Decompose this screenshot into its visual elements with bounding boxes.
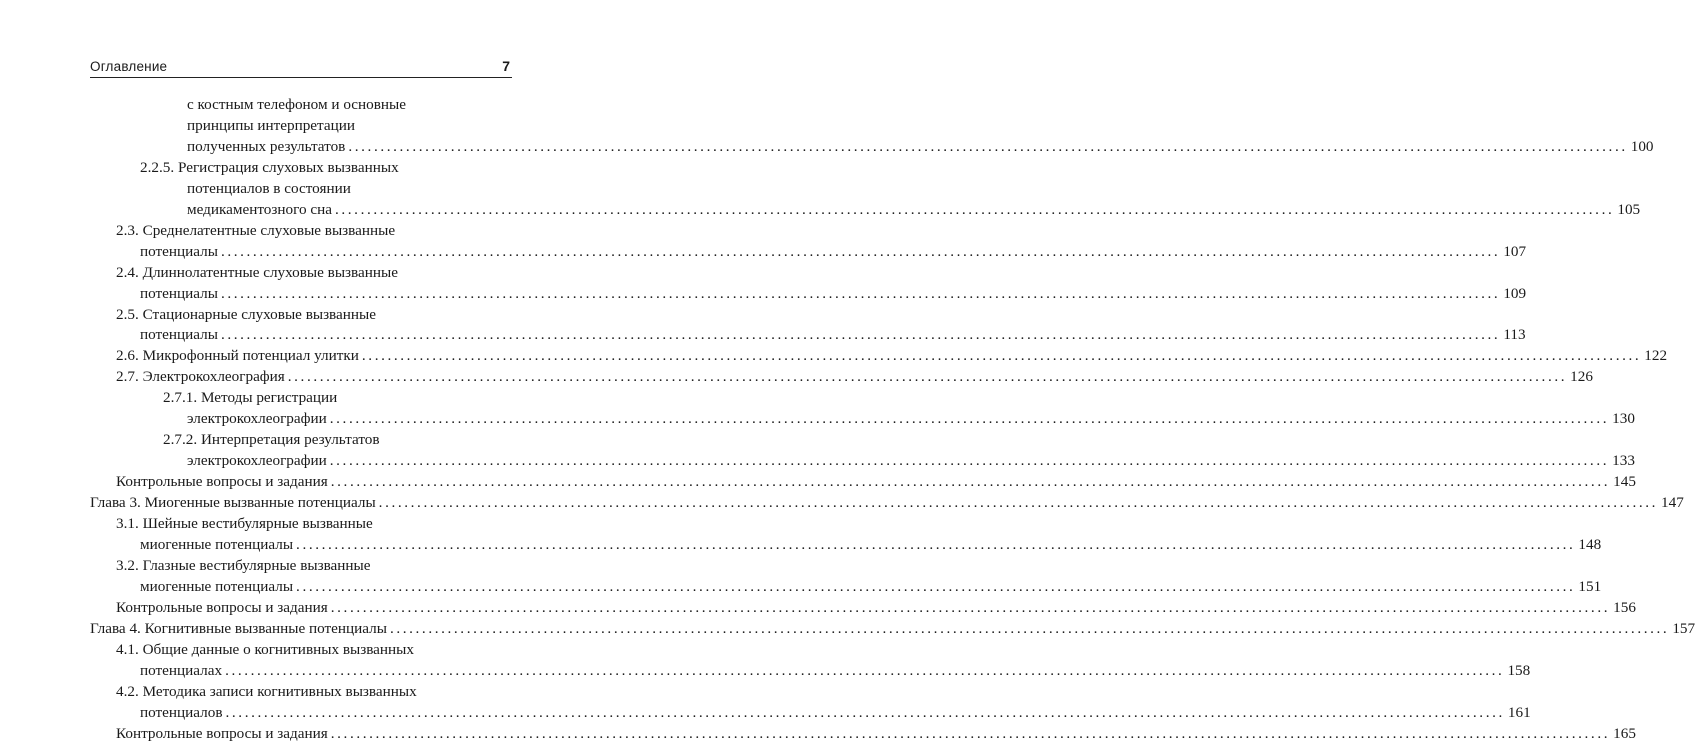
toc-entry-title: электрокохлеографии	[187, 452, 327, 470]
dot-leader: ........................................................................................................................................................................................................	[330, 598, 1611, 616]
running-header	[90, 59, 512, 78]
toc-entry	[116, 556, 371, 576]
toc-entry	[116, 472, 1636, 492]
toc-entry-title: Контрольные вопросы и задания	[116, 473, 328, 491]
toc-entry-title: 2.4. Длиннолатентные слуховые вызванные	[116, 263, 398, 281]
header-title: Оглавление	[90, 59, 168, 74]
toc-entry-title: 2.6. Микрофонный потенциал улитки	[116, 347, 359, 365]
toc-entry	[116, 367, 1593, 387]
toc-entry	[187, 116, 355, 136]
toc-entry	[187, 451, 1635, 471]
dot-leader: ........................................................................................................................................................................................................	[361, 347, 1642, 365]
toc-entry-title: 2.7. Электрокохлеография	[116, 368, 285, 386]
toc-entry-page: 158	[1507, 661, 1531, 679]
dot-leader: ........................................................................................................................................................................................................	[389, 619, 1670, 637]
toc-entry	[140, 325, 1526, 345]
toc-entry	[187, 179, 351, 199]
dot-leader: ........................................................................................................................................................................................................	[330, 724, 1611, 742]
toc-entry	[116, 263, 398, 283]
dot-leader: ........................................................................................................................................................................................................	[330, 473, 1611, 491]
toc-entry	[140, 661, 1531, 681]
toc-entry-page: 151	[1578, 577, 1602, 595]
page-number: 7	[502, 58, 510, 74]
toc-entry-title: с костным телефоном и основные	[187, 96, 406, 113]
toc-entry-page: 165	[1613, 724, 1636, 742]
toc-entry-page: 122	[1644, 347, 1668, 365]
toc-entry	[116, 682, 417, 702]
toc-entry	[140, 242, 1527, 262]
toc-entry-title: потенциалов	[140, 703, 223, 721]
toc-entry	[187, 95, 406, 115]
toc-entry-page: 156	[1613, 598, 1636, 616]
toc-entry-title: полученных результатов	[187, 137, 346, 155]
toc-entry-title: Контрольные вопросы и задания	[116, 724, 328, 742]
toc-entry-title: 2.2.5. Регистрация слуховых вызванных	[140, 158, 399, 176]
toc-entry-page: 147	[1661, 494, 1684, 512]
toc-entry-page: 130	[1612, 410, 1635, 428]
toc-entry-title: 2.7.1. Методы регистрации	[163, 389, 338, 407]
toc-entry-title: 4.1. Общие данные о когнитивных вызванных	[116, 640, 414, 658]
toc-entry-title: 4.2. Методика записи когнитивных вызванных	[116, 682, 417, 700]
dot-leader: ........................................................................................................................................................................................................	[225, 703, 1505, 721]
toc-entry-title: 3.2. Глазные вестибулярные вызванные	[116, 556, 371, 574]
toc-entry	[140, 703, 1531, 723]
dot-leader: ........................................................................................................................................................................................................	[329, 452, 1610, 470]
toc-entry-page: 157	[1672, 619, 1695, 637]
toc-entry	[163, 388, 337, 408]
toc-entry	[163, 430, 380, 450]
toc-entry	[140, 535, 1602, 555]
toc-entry	[187, 200, 1641, 220]
toc-entry-page: 109	[1503, 284, 1527, 302]
toc-entry-page: 100	[1630, 137, 1654, 155]
toc-entry-title: потенциалах	[140, 661, 223, 679]
toc-entry	[116, 724, 1636, 744]
toc-entry-page: 113	[1503, 326, 1526, 344]
toc-entry-title: 3.1. Шейные вестибулярные вызванные	[116, 515, 373, 532]
toc-entry-page: 145	[1613, 473, 1636, 491]
dot-leader: ........................................................................................................................................................................................................	[348, 137, 1628, 155]
toc-entry-page: 133	[1612, 452, 1635, 470]
dot-leader: ........................................................................................................................................................................................................	[220, 326, 1501, 344]
toc-entry-title: Глава 3. Миогенные вызванные потенциалы	[90, 494, 376, 512]
toc-entry	[90, 493, 1684, 513]
dot-leader: ........................................................................................................................................................................................................	[296, 577, 1576, 595]
toc-entry-title: 2.3. Среднелатентные слуховые вызванные	[116, 221, 396, 239]
toc-entry-title: электрокохлеографии	[187, 410, 327, 428]
toc-entry-title: принципы интерпретации	[187, 116, 355, 134]
toc-entry	[116, 305, 376, 325]
toc-entry-page: 107	[1503, 242, 1527, 260]
toc-entry	[187, 137, 1654, 157]
toc-entry	[116, 640, 414, 660]
toc-entry-title: 2.7.2. Интерпретация результатов	[163, 431, 380, 449]
toc-entry	[90, 619, 1695, 639]
toc-entry-title: потенциалов в состоянии	[187, 179, 351, 197]
toc-entry-title: потенциалы	[140, 284, 218, 302]
toc-entry	[116, 598, 1636, 618]
toc-entry-title: 2.5. Стационарные слуховые вызванные	[116, 305, 376, 323]
toc-entry	[116, 514, 373, 534]
toc-entry-page: 105	[1617, 200, 1641, 218]
toc-entry	[140, 577, 1602, 597]
toc-entry-page: 148	[1578, 535, 1602, 553]
toc-entry	[116, 221, 395, 241]
toc-entry-title: медикаментозного сна	[187, 200, 332, 218]
toc-entry-title: потенциалы	[140, 242, 218, 260]
dot-leader: ........................................................................................................................................................................................................	[220, 242, 1501, 260]
dot-leader: ........................................................................................................................................................................................................	[220, 284, 1501, 302]
toc-entry-title: потенциалы	[140, 326, 218, 344]
dot-leader: ........................................................................................................................................................................................................	[296, 535, 1576, 553]
toc-entry	[140, 158, 399, 178]
toc-entry-title: миогенные потенциалы	[140, 577, 294, 595]
toc-entry	[116, 346, 1668, 366]
dot-leader: ........................................................................................................................................................................................................	[334, 200, 1615, 218]
dot-leader: ........................................................................................................................................................................................................	[287, 368, 1568, 386]
dot-leader: ........................................................................................................................................................................................................	[378, 494, 1659, 512]
toc-entry	[140, 284, 1527, 304]
toc-entry-title: Глава 4. Когнитивные вызванные потенциалы	[90, 619, 387, 637]
toc-entry-title: Контрольные вопросы и задания	[116, 598, 328, 616]
toc-entry-page: 161	[1507, 703, 1531, 721]
dot-leader: ........................................................................................................................................................................................................	[225, 661, 1505, 679]
toc-entry-page: 126	[1570, 368, 1593, 386]
toc-entry	[187, 409, 1635, 429]
toc-entry-title: миогенные потенциалы	[140, 535, 294, 553]
dot-leader: ........................................................................................................................................................................................................	[329, 410, 1610, 428]
